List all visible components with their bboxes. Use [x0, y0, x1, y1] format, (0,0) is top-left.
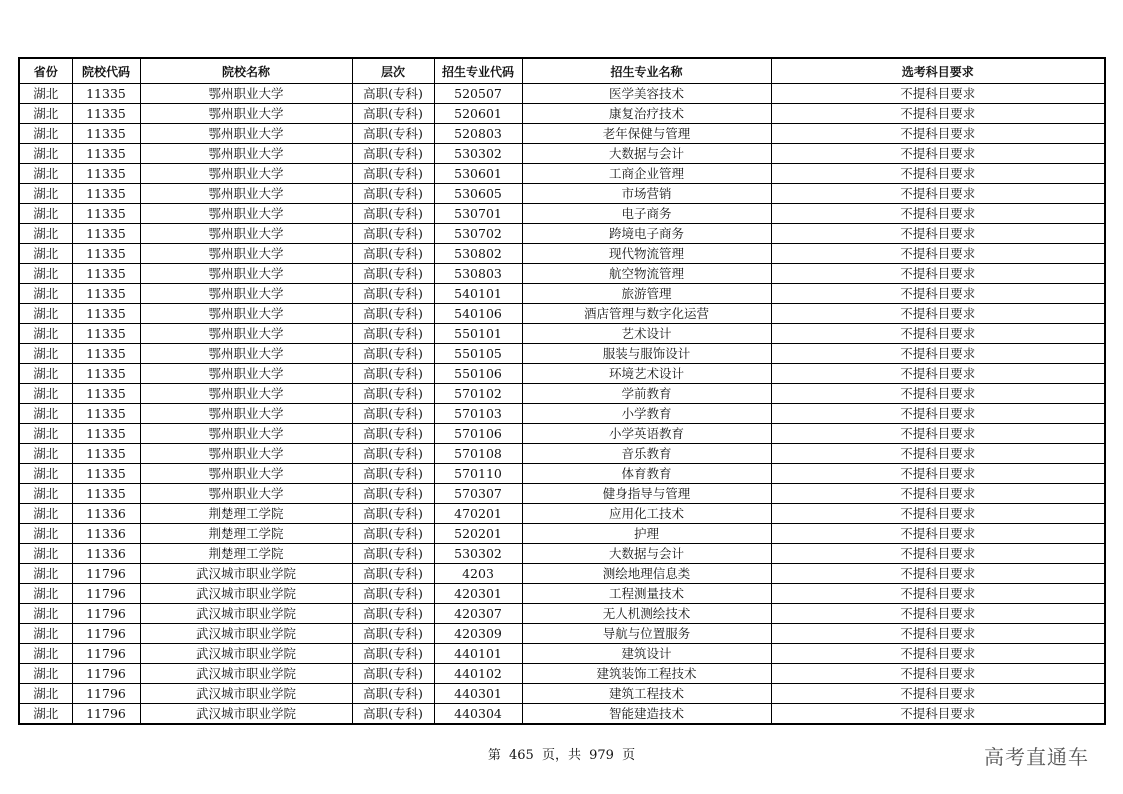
- table-cell: 11335: [72, 144, 140, 164]
- table-cell: 老年保健与管理: [522, 124, 771, 144]
- table-cell: 不提科目要求: [771, 324, 1105, 344]
- table-cell: 建筑装饰工程技术: [522, 664, 771, 684]
- table-row: [19, 304, 1105, 324]
- table-cell: 不提科目要求: [771, 304, 1105, 324]
- table-row: [19, 584, 1105, 604]
- table-cell: 470201: [434, 504, 522, 524]
- table-cell: 湖北: [19, 204, 72, 224]
- table-cell: 530302: [434, 544, 522, 564]
- table-cell: 不提科目要求: [771, 164, 1105, 184]
- table-cell: 不提科目要求: [771, 344, 1105, 364]
- table-row: [19, 344, 1105, 364]
- table-cell: 服装与服饰设计: [522, 344, 771, 364]
- table-cell: 音乐教育: [522, 444, 771, 464]
- table-cell: 不提科目要求: [771, 504, 1105, 524]
- table-cell: 不提科目要求: [771, 384, 1105, 404]
- table-row: [19, 264, 1105, 284]
- table-cell: 湖北: [19, 664, 72, 684]
- column-header: 招生专业代码: [434, 58, 522, 84]
- table-cell: 湖北: [19, 104, 72, 124]
- table-row: [19, 564, 1105, 584]
- table-cell: 湖北: [19, 564, 72, 584]
- table-row: [19, 664, 1105, 684]
- table-cell: 11335: [72, 324, 140, 344]
- table-row: [19, 544, 1105, 564]
- table-row: [19, 704, 1105, 725]
- table-cell: 应用化工技术: [522, 504, 771, 524]
- table-cell: 高职(专科): [352, 284, 434, 304]
- table-cell: 高职(专科): [352, 624, 434, 644]
- table-cell: 高职(专科): [352, 84, 434, 104]
- table-cell: 高职(专科): [352, 144, 434, 164]
- table-cell: 高职(专科): [352, 364, 434, 384]
- table-row: [19, 484, 1105, 504]
- column-header: 招生专业名称: [522, 58, 771, 84]
- table-row: [19, 404, 1105, 424]
- table-row: [19, 424, 1105, 444]
- table-cell: 不提科目要求: [771, 644, 1105, 664]
- table-cell: 学前教育: [522, 384, 771, 404]
- table-cell: 鄂州职业大学: [140, 444, 352, 464]
- table-cell: 高职(专科): [352, 224, 434, 244]
- table-cell: 550101: [434, 324, 522, 344]
- table-cell: 高职(专科): [352, 464, 434, 484]
- column-header: 省份: [19, 58, 72, 84]
- table-row: [19, 504, 1105, 524]
- table-cell: 湖北: [19, 144, 72, 164]
- table-cell: 武汉城市职业学院: [140, 684, 352, 704]
- table-cell: 鄂州职业大学: [140, 224, 352, 244]
- table-cell: 跨境电子商务: [522, 224, 771, 244]
- table-row: [19, 244, 1105, 264]
- table-cell: 湖北: [19, 224, 72, 244]
- table-cell: 高职(专科): [352, 444, 434, 464]
- table-cell: 湖北: [19, 444, 72, 464]
- table-cell: 湖北: [19, 484, 72, 504]
- table-cell: 酒店管理与数字化运营: [522, 304, 771, 324]
- table-row: [19, 184, 1105, 204]
- table-cell: 不提科目要求: [771, 104, 1105, 124]
- table-row: [19, 124, 1105, 144]
- table-cell: 570102: [434, 384, 522, 404]
- page-current: 465: [509, 748, 534, 763]
- table-cell: 智能建造技术: [522, 704, 771, 725]
- table-row: [19, 164, 1105, 184]
- table-cell: 武汉城市职业学院: [140, 704, 352, 725]
- table-cell: 高职(专科): [352, 584, 434, 604]
- table-cell: 高职(专科): [352, 344, 434, 364]
- table-cell: 湖北: [19, 684, 72, 704]
- table-cell: 11335: [72, 264, 140, 284]
- table-cell: 不提科目要求: [771, 84, 1105, 104]
- column-header: 院校代码: [72, 58, 140, 84]
- table-cell: 小学英语教育: [522, 424, 771, 444]
- table-row: [19, 324, 1105, 344]
- table-cell: 11796: [72, 664, 140, 684]
- table-header: [19, 58, 1105, 84]
- table-cell: 440101: [434, 644, 522, 664]
- table-cell: 湖北: [19, 164, 72, 184]
- table-cell: 鄂州职业大学: [140, 464, 352, 484]
- table-cell: 湖北: [19, 384, 72, 404]
- table-cell: 440301: [434, 684, 522, 704]
- table-cell: 不提科目要求: [771, 584, 1105, 604]
- table-cell: 11796: [72, 624, 140, 644]
- table-cell: 鄂州职业大学: [140, 304, 352, 324]
- table-cell: 小学教育: [522, 404, 771, 424]
- table-cell: 武汉城市职业学院: [140, 564, 352, 584]
- table-cell: 11335: [72, 384, 140, 404]
- column-header: 选考科目要求: [771, 58, 1105, 84]
- table-cell: 鄂州职业大学: [140, 284, 352, 304]
- table-cell: 高职(专科): [352, 484, 434, 504]
- table-cell: 高职(专科): [352, 264, 434, 284]
- table-row: [19, 284, 1105, 304]
- table-cell: 电子商务: [522, 204, 771, 224]
- table-cell: 湖北: [19, 284, 72, 304]
- table-cell: 体育教育: [522, 464, 771, 484]
- table-cell: 鄂州职业大学: [140, 244, 352, 264]
- table-cell: 无人机测绘技术: [522, 604, 771, 624]
- table-cell: 570103: [434, 404, 522, 424]
- table-cell: 康复治疗技术: [522, 104, 771, 124]
- table-cell: 520601: [434, 104, 522, 124]
- header-row: [19, 58, 1105, 84]
- table-cell: 不提科目要求: [771, 704, 1105, 725]
- table-cell: 不提科目要求: [771, 184, 1105, 204]
- table-cell: 旅游管理: [522, 284, 771, 304]
- table-cell: 530701: [434, 204, 522, 224]
- table-cell: 湖北: [19, 584, 72, 604]
- table-cell: 荆楚理工学院: [140, 504, 352, 524]
- table-cell: 不提科目要求: [771, 424, 1105, 444]
- table-cell: 湖北: [19, 244, 72, 264]
- table-cell: 湖北: [19, 344, 72, 364]
- table-cell: 鄂州职业大学: [140, 184, 352, 204]
- table-cell: 鄂州职业大学: [140, 384, 352, 404]
- table-cell: 湖北: [19, 644, 72, 664]
- table-cell: 高职(专科): [352, 104, 434, 124]
- page-mid: 页，共: [541, 748, 581, 763]
- table-cell: 440102: [434, 664, 522, 684]
- table-row: [19, 84, 1105, 104]
- table-cell: 鄂州职业大学: [140, 84, 352, 104]
- watermark-logo: 高考直通车: [984, 745, 1089, 769]
- table-row: [19, 604, 1105, 624]
- table-cell: 11335: [72, 424, 140, 444]
- table-cell: 11796: [72, 704, 140, 725]
- table-cell: 高职(专科): [352, 524, 434, 544]
- table-cell: 11336: [72, 504, 140, 524]
- table-cell: 工程测量技术: [522, 584, 771, 604]
- table-cell: 湖北: [19, 504, 72, 524]
- table-cell: 11335: [72, 484, 140, 504]
- table-cell: 不提科目要求: [771, 124, 1105, 144]
- table-cell: 不提科目要求: [771, 284, 1105, 304]
- table-row: [19, 224, 1105, 244]
- table-cell: 湖北: [19, 464, 72, 484]
- table-cell: 高职(专科): [352, 604, 434, 624]
- table-cell: 鄂州职业大学: [140, 404, 352, 424]
- table-cell: 高职(专科): [352, 124, 434, 144]
- table-cell: 高职(专科): [352, 544, 434, 564]
- table-cell: 550105: [434, 344, 522, 364]
- table-cell: 高职(专科): [352, 204, 434, 224]
- table-cell: 环境艺术设计: [522, 364, 771, 384]
- table-cell: 11796: [72, 564, 140, 584]
- table-cell: 不提科目要求: [771, 444, 1105, 464]
- table-cell: 11336: [72, 544, 140, 564]
- table-cell: 湖北: [19, 524, 72, 544]
- table-row: [19, 144, 1105, 164]
- table-cell: 11335: [72, 284, 140, 304]
- table-cell: 11796: [72, 644, 140, 664]
- table-cell: 11335: [72, 204, 140, 224]
- table-cell: 不提科目要求: [771, 624, 1105, 644]
- table-cell: 工商企业管理: [522, 164, 771, 184]
- table-cell: 荆楚理工学院: [140, 524, 352, 544]
- table-cell: 导航与位置服务: [522, 624, 771, 644]
- table-cell: 建筑工程技术: [522, 684, 771, 704]
- table-cell: 11335: [72, 244, 140, 264]
- table-cell: 高职(专科): [352, 164, 434, 184]
- table-cell: 高职(专科): [352, 304, 434, 324]
- table-cell: 高职(专科): [352, 244, 434, 264]
- table-cell: 武汉城市职业学院: [140, 624, 352, 644]
- table-cell: 高职(专科): [352, 324, 434, 344]
- table-cell: 湖北: [19, 324, 72, 344]
- table-row: [19, 624, 1105, 644]
- table-cell: 湖北: [19, 264, 72, 284]
- table-cell: 健身指导与管理: [522, 484, 771, 504]
- table-cell: 湖北: [19, 604, 72, 624]
- table-cell: 高职(专科): [352, 664, 434, 684]
- table-cell: 湖北: [19, 404, 72, 424]
- table-cell: 520507: [434, 84, 522, 104]
- table-cell: 11796: [72, 684, 140, 704]
- admissions-table: [18, 57, 1106, 725]
- table-cell: 不提科目要求: [771, 224, 1105, 244]
- column-header: 院校名称: [140, 58, 352, 84]
- table-cell: 不提科目要求: [771, 564, 1105, 584]
- table-cell: 鄂州职业大学: [140, 484, 352, 504]
- table-cell: 11335: [72, 444, 140, 464]
- table-cell: 护理: [522, 524, 771, 544]
- table-cell: 530601: [434, 164, 522, 184]
- table-cell: 530803: [434, 264, 522, 284]
- table-cell: 440304: [434, 704, 522, 725]
- page-footer: [0, 744, 1123, 763]
- table-cell: 鄂州职业大学: [140, 104, 352, 124]
- table-cell: 420309: [434, 624, 522, 644]
- table-cell: 11335: [72, 364, 140, 384]
- table-cell: 高职(专科): [352, 504, 434, 524]
- table-row: [19, 464, 1105, 484]
- table-cell: 4203: [434, 564, 522, 584]
- table-cell: 鄂州职业大学: [140, 364, 352, 384]
- table-cell: 湖北: [19, 704, 72, 725]
- table-cell: 420301: [434, 584, 522, 604]
- table-cell: 不提科目要求: [771, 524, 1105, 544]
- page-prefix: 第: [487, 748, 501, 763]
- table-cell: 不提科目要求: [771, 484, 1105, 504]
- table-cell: 11335: [72, 124, 140, 144]
- table-cell: 11335: [72, 164, 140, 184]
- table-cell: 湖北: [19, 624, 72, 644]
- table-cell: 高职(专科): [352, 404, 434, 424]
- table-cell: 高职(专科): [352, 684, 434, 704]
- table-cell: 武汉城市职业学院: [140, 644, 352, 664]
- table-cell: 武汉城市职业学院: [140, 604, 352, 624]
- table-cell: 11335: [72, 304, 140, 324]
- table-row: [19, 684, 1105, 704]
- table-cell: 现代物流管理: [522, 244, 771, 264]
- table-cell: 鄂州职业大学: [140, 144, 352, 164]
- table-cell: 武汉城市职业学院: [140, 664, 352, 684]
- table-cell: 航空物流管理: [522, 264, 771, 284]
- table-cell: 11335: [72, 184, 140, 204]
- table-cell: 湖北: [19, 424, 72, 444]
- table-cell: 鄂州职业大学: [140, 124, 352, 144]
- table-cell: 520803: [434, 124, 522, 144]
- table-row: [19, 104, 1105, 124]
- table-cell: 不提科目要求: [771, 244, 1105, 264]
- table-cell: 11335: [72, 404, 140, 424]
- table-cell: 550106: [434, 364, 522, 384]
- table-cell: 湖北: [19, 84, 72, 104]
- page-total: 979: [589, 748, 614, 763]
- table-cell: 570108: [434, 444, 522, 464]
- table-cell: 湖北: [19, 304, 72, 324]
- table-cell: 不提科目要求: [771, 144, 1105, 164]
- table-row: [19, 444, 1105, 464]
- table-cell: 鄂州职业大学: [140, 264, 352, 284]
- table-cell: 高职(专科): [352, 424, 434, 444]
- table-row: [19, 364, 1105, 384]
- table-cell: 建筑设计: [522, 644, 771, 664]
- table-cell: 11335: [72, 84, 140, 104]
- table-cell: 艺术设计: [522, 324, 771, 344]
- table-cell: 11336: [72, 524, 140, 544]
- table-cell: 鄂州职业大学: [140, 424, 352, 444]
- page-suffix: 页: [622, 748, 636, 763]
- table-cell: 不提科目要求: [771, 264, 1105, 284]
- table-cell: 湖北: [19, 124, 72, 144]
- table-cell: 医学美容技术: [522, 84, 771, 104]
- table-cell: 11335: [72, 344, 140, 364]
- table-cell: 不提科目要求: [771, 544, 1105, 564]
- table-cell: 520201: [434, 524, 522, 544]
- table-cell: 武汉城市职业学院: [140, 584, 352, 604]
- table-cell: 11335: [72, 104, 140, 124]
- table-row: [19, 204, 1105, 224]
- table-cell: 湖北: [19, 544, 72, 564]
- table-cell: 11796: [72, 584, 140, 604]
- table-body: [19, 84, 1105, 725]
- table-cell: 不提科目要求: [771, 464, 1105, 484]
- table-row: [19, 524, 1105, 544]
- table-cell: 高职(专科): [352, 184, 434, 204]
- table-cell: 不提科目要求: [771, 664, 1105, 684]
- table-cell: 540106: [434, 304, 522, 324]
- table-cell: 11796: [72, 604, 140, 624]
- table-cell: 测绘地理信息类: [522, 564, 771, 584]
- table-cell: 鄂州职业大学: [140, 204, 352, 224]
- table-cell: 不提科目要求: [771, 404, 1105, 424]
- table-cell: 鄂州职业大学: [140, 324, 352, 344]
- table-cell: 鄂州职业大学: [140, 344, 352, 364]
- column-header: 层次: [352, 58, 434, 84]
- table-cell: 530802: [434, 244, 522, 264]
- table-cell: 不提科目要求: [771, 204, 1105, 224]
- table-cell: 530302: [434, 144, 522, 164]
- table-row: [19, 384, 1105, 404]
- table-cell: 570307: [434, 484, 522, 504]
- table-cell: 高职(专科): [352, 704, 434, 725]
- table-cell: 570106: [434, 424, 522, 444]
- table-cell: 湖北: [19, 364, 72, 384]
- table-cell: 530605: [434, 184, 522, 204]
- table-cell: 420307: [434, 604, 522, 624]
- table-cell: 不提科目要求: [771, 364, 1105, 384]
- table-cell: 不提科目要求: [771, 604, 1105, 624]
- table-cell: 湖北: [19, 184, 72, 204]
- table-cell: 570110: [434, 464, 522, 484]
- table-row: [19, 644, 1105, 664]
- table-cell: 高职(专科): [352, 564, 434, 584]
- table-cell: 鄂州职业大学: [140, 164, 352, 184]
- table-cell: 市场营销: [522, 184, 771, 204]
- table-cell: 大数据与会计: [522, 144, 771, 164]
- table-cell: 高职(专科): [352, 644, 434, 664]
- table-cell: 荆楚理工学院: [140, 544, 352, 564]
- table-cell: 530702: [434, 224, 522, 244]
- table-cell: 高职(专科): [352, 384, 434, 404]
- table-cell: 11335: [72, 464, 140, 484]
- table-cell: 540101: [434, 284, 522, 304]
- table-cell: 11335: [72, 224, 140, 244]
- table-cell: 不提科目要求: [771, 684, 1105, 704]
- table-cell: 大数据与会计: [522, 544, 771, 564]
